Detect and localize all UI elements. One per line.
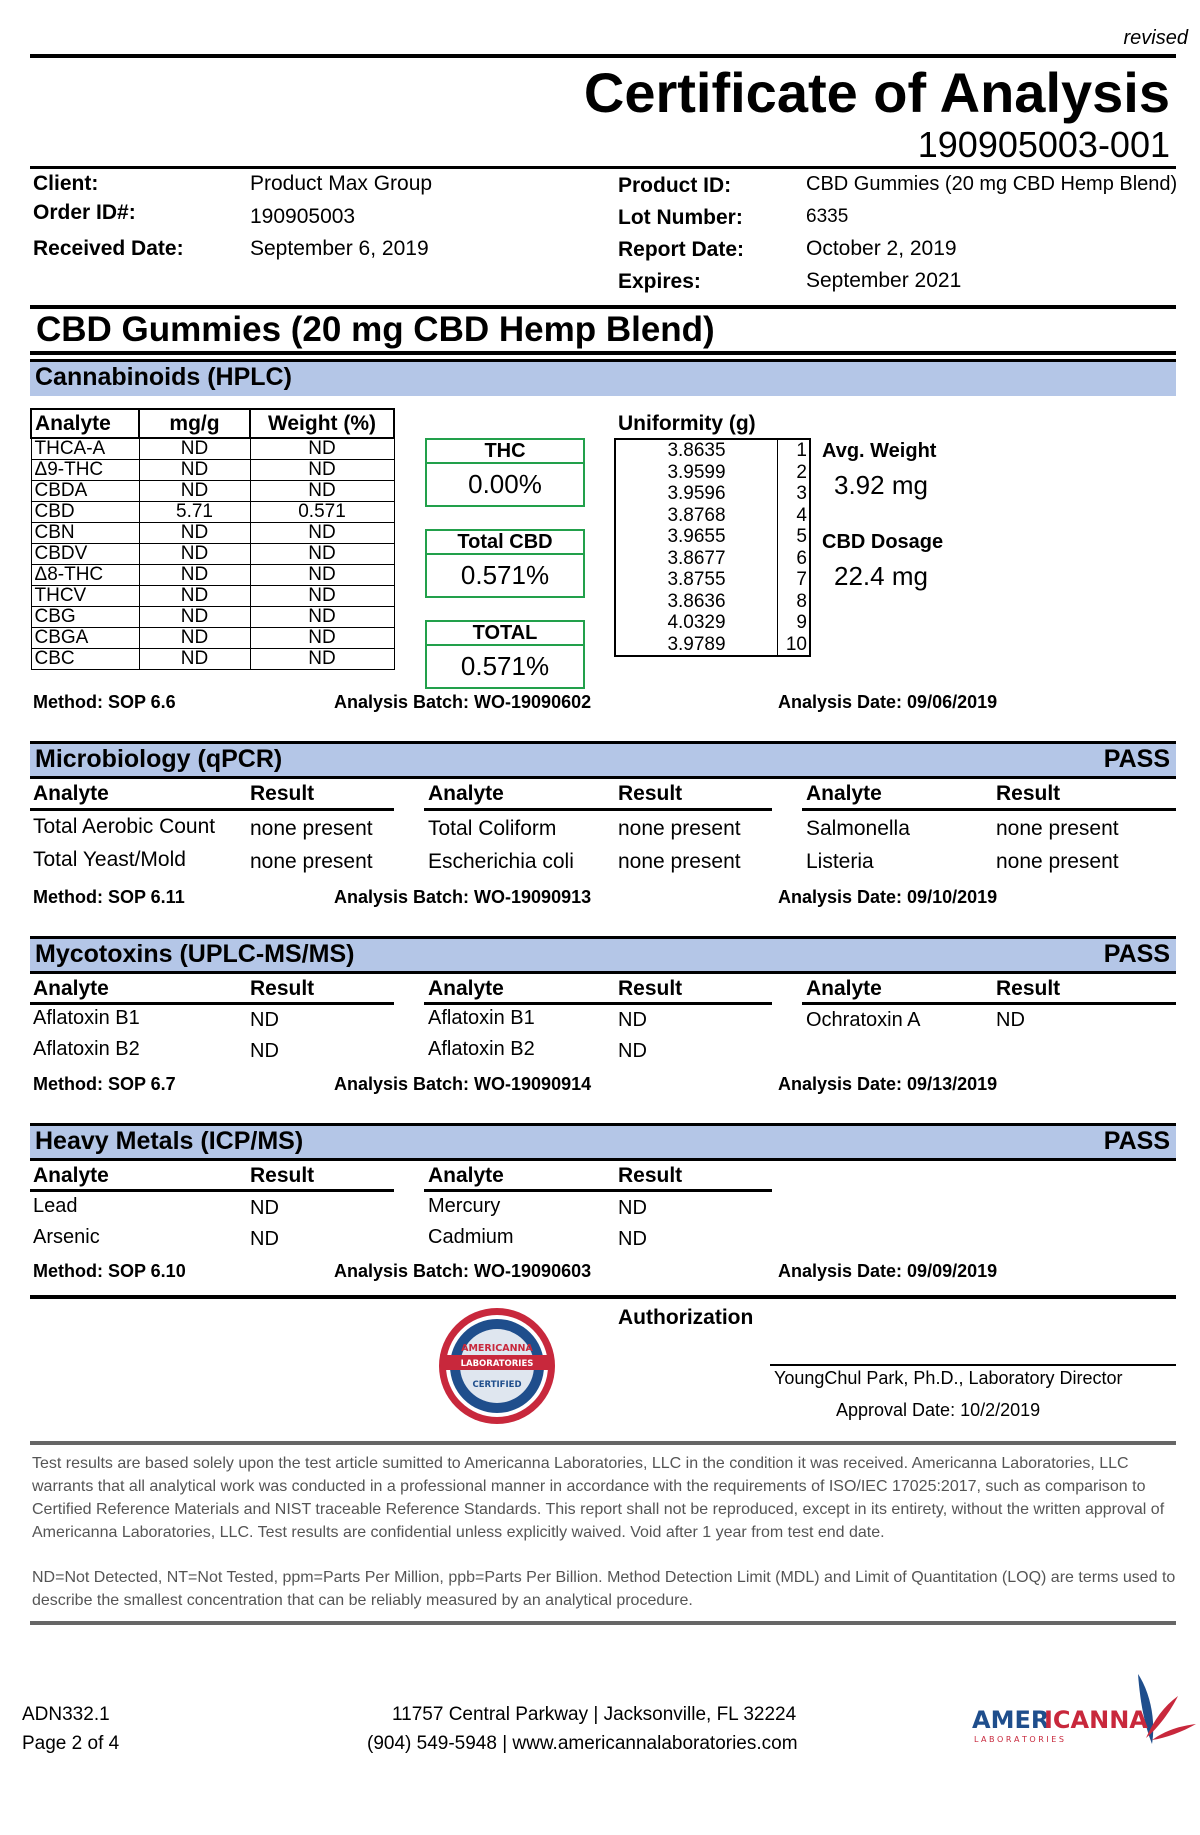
analyte-header: Analyte bbox=[428, 782, 504, 805]
uniformity-index: 2 bbox=[778, 462, 811, 484]
mg-cell: ND bbox=[139, 607, 250, 628]
total-box bbox=[425, 620, 585, 689]
total-label: TOTAL bbox=[427, 622, 583, 646]
certified-seal-icon bbox=[436, 1305, 558, 1427]
product-label: Product ID: bbox=[618, 174, 732, 197]
bar-underline bbox=[30, 776, 1176, 779]
uniformity-row bbox=[615, 591, 810, 613]
mycotoxins-batch: Analysis Batch: WO-19090914 bbox=[334, 1074, 592, 1094]
heavy-metals-batch: Analysis Batch: WO-19090603 bbox=[334, 1261, 592, 1281]
uniformity-row bbox=[615, 634, 810, 657]
total-cbd-box bbox=[425, 529, 585, 598]
analyte-result: none present bbox=[618, 850, 741, 873]
microbiology-batch: Analysis Batch: WO-19090913 bbox=[334, 887, 592, 907]
analyte-name: Lead bbox=[33, 1195, 78, 1217]
analyte-name: Escherichia coli bbox=[428, 850, 574, 873]
table-header-row bbox=[31, 409, 394, 438]
analyte-cell: CBD bbox=[31, 502, 139, 523]
product-bottom-rule bbox=[30, 351, 1176, 355]
uniformity-index: 4 bbox=[778, 505, 811, 527]
order-value: 190905003 bbox=[250, 205, 356, 228]
table-row bbox=[31, 628, 394, 649]
logo-text-icanna: ICANNA bbox=[1044, 1706, 1148, 1734]
disclaimer-top-rule bbox=[30, 1441, 1176, 1445]
page-number: Page 2 of 4 bbox=[22, 1733, 120, 1754]
received-value: September 6, 2019 bbox=[250, 237, 429, 260]
received-label: Received Date: bbox=[33, 237, 184, 260]
uniformity-value: 3.9599 bbox=[667, 461, 726, 483]
uniformity-index: 1 bbox=[778, 439, 811, 462]
mycotoxins-status: PASS bbox=[1103, 940, 1170, 968]
column-underline bbox=[802, 1002, 1176, 1005]
seal-top-text: AMERICANNA bbox=[461, 1343, 533, 1354]
info-top-rule bbox=[30, 166, 1176, 169]
column-underline bbox=[424, 808, 772, 811]
uniformity-value: 3.9655 bbox=[667, 526, 726, 548]
column-underline bbox=[30, 808, 394, 811]
total-cbd-label: Total CBD bbox=[427, 531, 583, 555]
disclaimer-paragraph: Test results are based solely upon the test article sumitted to Americanna Laboratories, LLC in the condition it was received. Americanna Laboratories, LLC warrants that all analytical work was conducted in a professional manner in accordance with the requirements of ISO/IEC 17025:2017, such as comparison to Certified Reference Materials and NIST traceable Reference Standards. This report shall not be reproduced, except in its entirety, without the written approval of Americanna Laboratories, LLC. Test results are confidential unless explicitly waived. Void after 1 year from test end date. bbox=[32, 1455, 1165, 1541]
analyte-header: Analyte bbox=[33, 977, 109, 1000]
analyte-name: Total Yeast/Mold bbox=[33, 848, 186, 871]
analyte-cell: THCV bbox=[31, 586, 139, 607]
expires-value: September 2021 bbox=[806, 269, 962, 292]
bar-underline bbox=[30, 971, 1176, 974]
analyte-cell: CBN bbox=[31, 523, 139, 544]
uniformity-index: 9 bbox=[778, 612, 811, 634]
lab-contact: (904) 549-5948 | www.americannalaboratories.com bbox=[367, 1733, 798, 1754]
analyte-name: Arsenic bbox=[33, 1226, 100, 1248]
approval-date: Approval Date: 10/2/2019 bbox=[836, 1400, 1041, 1420]
header-mg-g: mg/g bbox=[139, 409, 250, 438]
analyte-name: Ochratoxin A bbox=[806, 1009, 921, 1031]
avg-weight-value: 3.92 mg bbox=[834, 470, 928, 500]
analyte-header: Analyte bbox=[33, 782, 109, 805]
analyte-name: Total Coliform bbox=[428, 817, 557, 840]
thc-box bbox=[425, 438, 585, 507]
signer-name: YoungChul Park, Ph.D., Laboratory Director bbox=[774, 1368, 1123, 1388]
table-row bbox=[31, 460, 394, 481]
result-header: Result bbox=[250, 977, 315, 1000]
disclaimer-bottom-rule bbox=[30, 1621, 1176, 1625]
analyte-name: Total Aerobic Count bbox=[33, 815, 216, 838]
lot-value: 6335 bbox=[806, 206, 849, 227]
weight-cell: ND bbox=[250, 481, 394, 502]
microbiology-date: Analysis Date: 09/10/2019 bbox=[778, 887, 998, 907]
product-top-rule bbox=[30, 305, 1176, 309]
cannabinoids-date: Analysis Date: 09/06/2019 bbox=[778, 692, 998, 712]
uniformity-row bbox=[615, 483, 810, 505]
analyte-name: Cadmium bbox=[428, 1226, 514, 1248]
cbd-dosage-label: CBD Dosage bbox=[822, 531, 944, 553]
uniformity-value: 4.0329 bbox=[667, 612, 726, 634]
total-value: 0.571% bbox=[460, 651, 550, 681]
cannabinoids-title: Cannabinoids (HPLC) bbox=[35, 363, 292, 391]
heavy-metals-method: Method: SOP 6.10 bbox=[33, 1261, 186, 1281]
avg-weight-label: Avg. Weight bbox=[822, 440, 937, 462]
table-row bbox=[31, 438, 394, 460]
uniformity-row bbox=[615, 462, 810, 484]
analyte-name: Salmonella bbox=[806, 817, 910, 840]
analyte-cell: CBDV bbox=[31, 544, 139, 565]
header-analyte: Analyte bbox=[31, 409, 139, 438]
certificate-number: 190905003-001 bbox=[917, 124, 1170, 165]
uniformity-row bbox=[615, 548, 810, 570]
cannabinoids-section-bar bbox=[30, 359, 1176, 396]
weight-cell: 0.571 bbox=[250, 502, 394, 523]
uniformity-label: Uniformity (g) bbox=[618, 412, 756, 435]
logo-text-amer: AMER bbox=[972, 1706, 1050, 1734]
table-row bbox=[31, 565, 394, 586]
analyte-result: none present bbox=[996, 850, 1119, 873]
uniformity-row bbox=[615, 612, 810, 634]
analyte-cell: THCA-A bbox=[31, 438, 139, 460]
product-title: CBD Gummies (20 mg CBD Hemp Blend) bbox=[36, 310, 715, 349]
result-header: Result bbox=[250, 782, 315, 805]
report-value: October 2, 2019 bbox=[806, 237, 957, 260]
analyte-result: ND bbox=[618, 1040, 647, 1062]
authorization-rule bbox=[30, 1295, 1176, 1299]
analyte-name: Mercury bbox=[428, 1195, 501, 1217]
analyte-result: none present bbox=[618, 817, 741, 840]
uniformity-index: 6 bbox=[778, 548, 811, 570]
uniformity-row bbox=[615, 526, 810, 548]
client-value: Product Max Group bbox=[250, 172, 433, 195]
table-row bbox=[31, 607, 394, 628]
header-rule bbox=[30, 54, 1176, 58]
analyte-result: ND bbox=[618, 1228, 647, 1250]
analyte-cell: Δ9-THC bbox=[31, 460, 139, 481]
microbiology-title: Microbiology (qPCR) bbox=[35, 745, 283, 773]
mycotoxins-section-bar bbox=[30, 936, 1176, 973]
microbiology-method: Method: SOP 6.11 bbox=[33, 887, 185, 907]
mycotoxins-date: Analysis Date: 09/13/2019 bbox=[778, 1074, 998, 1094]
mg-cell: 5.71 bbox=[139, 502, 250, 523]
weight-cell: ND bbox=[250, 607, 394, 628]
signature-line bbox=[770, 1364, 1176, 1366]
mg-cell: ND bbox=[139, 460, 250, 481]
uniformity-index: 7 bbox=[778, 569, 811, 591]
analyte-header: Analyte bbox=[428, 1164, 504, 1187]
mg-cell: ND bbox=[139, 481, 250, 502]
uniformity-value: 3.8635 bbox=[667, 440, 726, 462]
analyte-result: ND bbox=[618, 1197, 647, 1219]
uniformity-index: 8 bbox=[778, 591, 811, 613]
mg-cell: ND bbox=[139, 628, 250, 649]
analyte-name: Aflatoxin B2 bbox=[33, 1038, 140, 1060]
total-cbd-value: 0.571% bbox=[460, 560, 550, 590]
analyte-cell: CBC bbox=[31, 649, 139, 670]
cannabinoids-table bbox=[30, 408, 395, 670]
uniformity-index: 10 bbox=[778, 634, 811, 657]
weight-cell: ND bbox=[250, 544, 394, 565]
authorization-label: Authorization bbox=[618, 1306, 754, 1329]
analyte-result: ND bbox=[250, 1040, 279, 1062]
analyte-header: Analyte bbox=[428, 977, 504, 1000]
client-label: Client: bbox=[33, 172, 99, 195]
mg-cell: ND bbox=[139, 523, 250, 544]
weight-cell: ND bbox=[250, 649, 394, 670]
product-value: CBD Gummies (20 mg CBD Hemp Blend) bbox=[806, 173, 1178, 195]
analyte-result: none present bbox=[250, 850, 373, 873]
analyte-result: ND bbox=[996, 1009, 1025, 1031]
uniformity-value: 3.8636 bbox=[667, 590, 726, 612]
analyte-name: Listeria bbox=[806, 850, 874, 873]
americanna-logo-icon bbox=[960, 1672, 1200, 1752]
column-underline bbox=[424, 1189, 772, 1192]
table-row bbox=[31, 586, 394, 607]
abbreviations-paragraph: ND=Not Detected, NT=Not Tested, ppm=Parts Per Million, ppb=Parts Per Billion. Method Detection Limit (MDL) and Limit of Quantitation (LOQ) are terms used to describe the smallest concentration that can be reliably measured by an analytical procedure. bbox=[32, 1569, 1176, 1609]
result-header: Result bbox=[996, 782, 1061, 805]
result-header: Result bbox=[996, 977, 1061, 1000]
analyte-result: none present bbox=[996, 817, 1119, 840]
mycotoxins-method: Method: SOP 6.7 bbox=[33, 1074, 176, 1094]
analyte-cell: CBDA bbox=[31, 481, 139, 502]
mg-cell: ND bbox=[139, 438, 250, 460]
heavy-metals-section-bar bbox=[30, 1123, 1176, 1160]
analyte-header: Analyte bbox=[806, 977, 882, 1000]
column-underline bbox=[424, 1002, 772, 1005]
seal-mid-text: LABORATORIES bbox=[460, 1359, 534, 1369]
weight-cell: ND bbox=[250, 438, 394, 460]
column-underline bbox=[30, 1002, 394, 1005]
analyte-name: Aflatoxin B1 bbox=[33, 1007, 140, 1029]
analyte-result: ND bbox=[250, 1228, 279, 1250]
uniformity-value: 3.9596 bbox=[667, 483, 726, 505]
analyte-header: Analyte bbox=[806, 782, 882, 805]
uniformity-table bbox=[614, 438, 811, 657]
result-header: Result bbox=[618, 1164, 683, 1187]
order-label: Order ID#: bbox=[33, 201, 136, 224]
table-row bbox=[31, 481, 394, 502]
analyte-name: Aflatoxin B2 bbox=[428, 1038, 535, 1060]
microbiology-status: PASS bbox=[1103, 745, 1170, 773]
weight-cell: ND bbox=[250, 460, 394, 481]
result-header: Result bbox=[250, 1164, 315, 1187]
document-title: Certificate of Analysis bbox=[583, 61, 1170, 124]
heavy-metals-date: Analysis Date: 09/09/2019 bbox=[778, 1261, 998, 1281]
microbiology-section-bar bbox=[30, 741, 1176, 778]
uniformity-value: 3.8677 bbox=[667, 547, 726, 569]
analyte-cell: CBG bbox=[31, 607, 139, 628]
weight-cell: ND bbox=[250, 628, 394, 649]
weight-cell: ND bbox=[250, 565, 394, 586]
expires-label: Expires: bbox=[618, 270, 701, 293]
document-id: ADN332.1 bbox=[22, 1704, 110, 1725]
revised-note: revised bbox=[1123, 27, 1188, 49]
table-row bbox=[31, 544, 394, 565]
mg-cell: ND bbox=[139, 649, 250, 670]
mg-cell: ND bbox=[139, 586, 250, 607]
header-weight: Weight (%) bbox=[250, 409, 394, 438]
mg-cell: ND bbox=[139, 565, 250, 586]
heavy-metals-title: Heavy Metals (ICP/MS) bbox=[35, 1127, 304, 1155]
uniformity-value: 3.8755 bbox=[667, 569, 726, 591]
analyte-cell: CBGA bbox=[31, 628, 139, 649]
heavy-metals-status: PASS bbox=[1103, 1127, 1170, 1155]
uniformity-row bbox=[615, 505, 810, 527]
uniformity-value: 3.9789 bbox=[667, 633, 726, 655]
analyte-result: ND bbox=[618, 1009, 647, 1031]
mycotoxins-title: Mycotoxins (UPLC-MS/MS) bbox=[35, 940, 355, 968]
weight-cell: ND bbox=[250, 523, 394, 544]
result-header: Result bbox=[618, 977, 683, 1000]
analyte-cell: Δ8-THC bbox=[31, 565, 139, 586]
result-header: Result bbox=[618, 782, 683, 805]
uniformity-row bbox=[615, 569, 810, 591]
table-row bbox=[31, 649, 394, 670]
uniformity-index: 5 bbox=[778, 526, 811, 548]
lot-label: Lot Number: bbox=[618, 206, 743, 229]
report-label: Report Date: bbox=[618, 238, 745, 261]
analyte-name: Aflatoxin B1 bbox=[428, 1007, 535, 1029]
cannabinoids-batch: Analysis Batch: WO-19090602 bbox=[334, 692, 592, 712]
uniformity-row bbox=[615, 439, 810, 462]
uniformity-value: 3.8768 bbox=[667, 504, 726, 526]
logo-subtext: L A B O R A T O R I E S bbox=[974, 1735, 1064, 1744]
cannabinoids-method: Method: SOP 6.6 bbox=[33, 692, 176, 712]
mg-cell: ND bbox=[139, 544, 250, 565]
weight-cell: ND bbox=[250, 586, 394, 607]
analyte-header: Analyte bbox=[33, 1164, 109, 1187]
analyte-result: ND bbox=[250, 1197, 279, 1219]
cbd-dosage-value: 22.4 mg bbox=[834, 561, 928, 591]
thc-label: THC bbox=[427, 440, 583, 464]
analyte-result: ND bbox=[250, 1009, 279, 1031]
column-underline bbox=[30, 1189, 394, 1192]
seal-bottom-text: CERTIFIED bbox=[472, 1380, 522, 1390]
analyte-result: none present bbox=[250, 817, 373, 840]
table-row bbox=[31, 523, 394, 544]
uniformity-index: 3 bbox=[778, 483, 811, 505]
column-underline bbox=[802, 808, 1176, 811]
bar-underline bbox=[30, 1158, 1176, 1161]
lab-address: 11757 Central Parkway | Jacksonville, FL 32224 bbox=[392, 1704, 797, 1725]
table-row bbox=[31, 502, 394, 523]
thc-value: 0.00% bbox=[468, 469, 542, 499]
